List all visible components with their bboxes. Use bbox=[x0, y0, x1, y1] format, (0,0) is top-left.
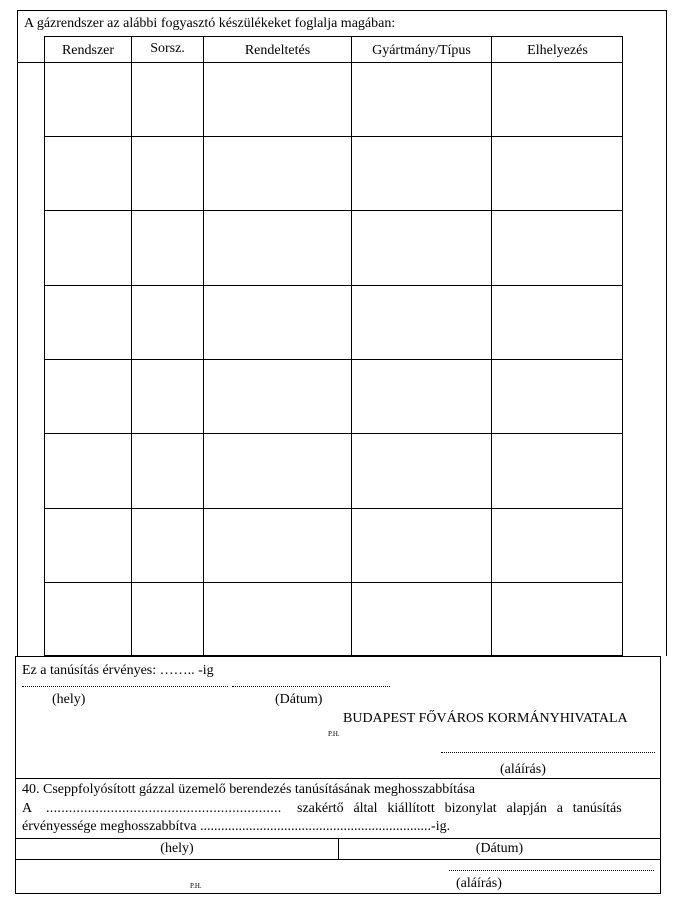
row-sep bbox=[44, 136, 623, 137]
row-sep bbox=[44, 433, 623, 434]
col-header-rendszer: Rendszer bbox=[61, 43, 115, 58]
col-sep-2 bbox=[203, 36, 204, 656]
extension-line1-start: A bbox=[22, 801, 33, 816]
frame-left bbox=[17, 10, 18, 656]
col-sep-3 bbox=[351, 36, 352, 656]
row-sep bbox=[44, 285, 623, 286]
date-label: (Dátum) bbox=[275, 692, 323, 707]
authority-name: BUDAPEST FŐVÁROS KORMÁNYHIVATALA bbox=[343, 711, 628, 726]
row-sep bbox=[44, 508, 623, 509]
row-sep bbox=[44, 359, 623, 360]
place-date-bottom-line bbox=[15, 859, 661, 860]
stamp-mark: P.H. bbox=[328, 730, 340, 738]
date-dotted-line bbox=[232, 686, 390, 687]
extension-place-label: (hely) bbox=[160, 841, 194, 856]
extension-heading: 40. Cseppfolyósított gázzal üzemelő berendezés tanúsításának meghosszabbítása bbox=[22, 782, 475, 797]
extension-signature-dotted-line bbox=[449, 870, 654, 871]
signature-label: (aláírás) bbox=[500, 762, 546, 777]
col-header-elhelyezes: Elhelyezés bbox=[527, 43, 588, 58]
place-dotted-line bbox=[22, 686, 228, 687]
extension-stamp-mark: P.H. bbox=[190, 882, 202, 890]
extension-date-label: (Dátum) bbox=[475, 841, 524, 856]
col-header-gyartmany: Gyártmány/Típus bbox=[372, 43, 471, 58]
extension-line1-end: szakértő által kiállított bizonylat alapján a tanúsítás bbox=[297, 801, 622, 816]
valid-until-text: Ez a tanúsítás érvényes: …….. -ig bbox=[22, 663, 214, 678]
col-sep-1 bbox=[131, 36, 132, 656]
col-sep-4 bbox=[491, 36, 492, 656]
frame-right bbox=[666, 10, 667, 656]
signature-dotted-line bbox=[441, 752, 655, 753]
col-header-rendeltetes: Rendeltetés bbox=[244, 43, 311, 58]
row-sep bbox=[44, 582, 623, 583]
extension-line1-dots: .............................................................. bbox=[46, 801, 282, 816]
row-sep bbox=[44, 210, 623, 211]
frame-top bbox=[17, 10, 667, 11]
extension-line2: érvényessége meghosszabbítva ..................................................................-ig. bbox=[22, 819, 451, 834]
table-header-divider bbox=[18, 62, 623, 63]
col-header-sorsz: Sorsz. bbox=[150, 41, 185, 56]
intro-text: A gázrendszer az alábbi fogyasztó készülékeket foglalja magában: bbox=[24, 16, 396, 31]
place-label: (hely) bbox=[52, 692, 86, 707]
extension-signature-label: (aláírás) bbox=[456, 876, 502, 891]
